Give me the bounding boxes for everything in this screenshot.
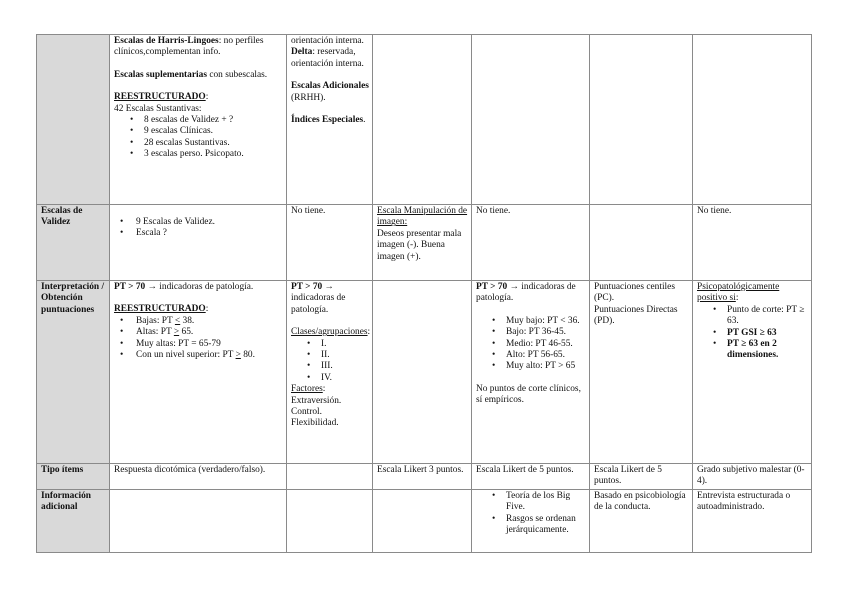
pt70-text: indicadoras de patología. bbox=[291, 293, 346, 315]
list-item-text: Muy altas: PT = 65-79 bbox=[136, 338, 221, 349]
bullet-icon: • bbox=[307, 372, 311, 383]
delta-heading: Delta bbox=[291, 47, 313, 58]
bullet-icon: • bbox=[492, 491, 496, 501]
cell-mmpi-scales bbox=[110, 35, 287, 205]
cutoff-note: No puntos de corte clínicos, sí empíricos. bbox=[476, 383, 581, 406]
image-manipulation-text: Deseos presentar mala imagen (-). Buena imagen (+). bbox=[377, 228, 462, 262]
cell-interp-16pf bbox=[287, 281, 373, 464]
cell-type-col6: Grado subjetivo malestar (0-4). bbox=[693, 464, 812, 490]
factors-heading: Factores bbox=[291, 384, 323, 395]
cell-type-col4: Escala Likert de 5 puntos. bbox=[472, 464, 590, 490]
rrhh-text: (RRHH). bbox=[291, 92, 326, 103]
bullet-icon: • bbox=[307, 338, 311, 349]
substantive-scales-list bbox=[114, 115, 283, 161]
bullet-icon: • bbox=[307, 361, 311, 372]
list-item bbox=[130, 115, 283, 126]
row-header-item-type: Tipo ítems bbox=[37, 464, 110, 490]
pt70-text: → indicadoras de patología. bbox=[476, 282, 576, 304]
special-indices-period: . bbox=[363, 115, 366, 126]
bullet-icon: • bbox=[492, 513, 496, 524]
factors-colon: : bbox=[322, 384, 326, 395]
bullet-icon: • bbox=[120, 217, 124, 227]
classes-list bbox=[291, 339, 369, 385]
list-item-text: I. bbox=[321, 338, 327, 349]
list-item-value: 80. bbox=[240, 350, 255, 361]
cell-validity-col3 bbox=[373, 205, 472, 281]
substantive-scales-label: 42 Escalas Sustantivas: bbox=[114, 103, 202, 114]
harris-lingoes-text: : no perfiles clínicos,complementan info. bbox=[114, 36, 264, 58]
list-item-text: Muy bajo: PT < 36. bbox=[506, 315, 580, 326]
list-item-text: Punto de corte: PT ≥ 63. bbox=[727, 304, 805, 327]
big-five-list bbox=[476, 491, 586, 537]
list-item bbox=[120, 327, 283, 338]
operator-text: > bbox=[235, 350, 241, 361]
classes-heading: Clases/agrupaciones bbox=[291, 327, 368, 338]
positive-if-heading: Psicopatológicamente positivo si bbox=[697, 282, 780, 304]
list-item-text: 9 Escalas de Validez. bbox=[136, 217, 215, 227]
list-item-text: Altas: PT bbox=[136, 327, 174, 338]
operator-text: < bbox=[174, 315, 181, 326]
bullet-icon: • bbox=[492, 361, 496, 372]
list-item bbox=[130, 126, 283, 137]
bullet-icon: • bbox=[492, 338, 496, 349]
cell-info-col4 bbox=[472, 490, 590, 553]
bullet-icon: • bbox=[130, 137, 134, 148]
cell-type-mmpi: Respuesta dicotómica (verdadero/falso). bbox=[110, 464, 287, 490]
list-item bbox=[713, 339, 808, 362]
classes-colon: : bbox=[367, 327, 371, 338]
list-item bbox=[120, 338, 283, 350]
cell-info-col5: Basado en psicobiología de la conducta. bbox=[590, 490, 693, 553]
table-row-interpretation bbox=[37, 281, 812, 464]
restructured-colon: : bbox=[205, 92, 209, 103]
positive-if-colon: : bbox=[735, 293, 739, 304]
list-item-text: Medio: PT 46-55. bbox=[506, 338, 573, 349]
bullet-icon: • bbox=[307, 350, 311, 361]
direct-scores-text: Puntuaciones Directas (PD). bbox=[594, 304, 678, 327]
list-item bbox=[713, 304, 808, 328]
list-item-text: PT GSI ≥ 63 bbox=[727, 327, 777, 338]
bullet-icon: • bbox=[120, 327, 124, 338]
list-item bbox=[120, 217, 283, 228]
list-item bbox=[492, 338, 586, 350]
list-item-text: 8 escalas de Validez + ? bbox=[144, 115, 234, 126]
bullet-icon: • bbox=[130, 149, 134, 160]
list-item-text: Escala ? bbox=[136, 228, 167, 239]
special-indices-heading: Índices Especiales bbox=[291, 115, 364, 126]
cell-validity-16pf: No tiene. bbox=[287, 205, 373, 281]
supplementary-heading: Escalas suplementarias bbox=[114, 69, 207, 80]
list-item bbox=[307, 361, 369, 372]
bullet-icon: • bbox=[130, 115, 134, 126]
list-item-text: 28 escalas Sustantivas. bbox=[144, 137, 230, 148]
pt70-text: → indicadoras de patología. bbox=[145, 282, 254, 292]
bullet-icon: • bbox=[492, 315, 496, 326]
list-item-text: III. bbox=[321, 361, 333, 372]
list-item bbox=[492, 513, 586, 537]
image-manipulation-heading: Escala Manipulación de imagen: bbox=[377, 206, 468, 228]
pt70-heading: PT > 70 bbox=[476, 282, 508, 292]
list-item bbox=[492, 327, 586, 338]
list-item bbox=[120, 315, 283, 327]
factor-text: Flexibilidad. bbox=[291, 418, 339, 429]
restructured-heading: REESTRUCTURADO bbox=[114, 92, 206, 103]
list-item-text: IV. bbox=[321, 372, 333, 383]
list-item bbox=[713, 327, 808, 339]
pt70-heading: PT > 70 bbox=[114, 282, 146, 292]
table-row-item-type bbox=[37, 464, 812, 490]
bullet-icon: • bbox=[713, 304, 717, 315]
list-item bbox=[130, 149, 283, 160]
centile-text: Puntuaciones centiles (PC). bbox=[594, 282, 675, 304]
cell-type-col5: Escala Likert de 5 puntos. bbox=[590, 464, 693, 490]
cell-empty bbox=[110, 490, 287, 553]
list-item bbox=[492, 491, 586, 514]
supplementary-text: con subescalas. bbox=[206, 69, 268, 80]
list-item bbox=[120, 228, 283, 239]
list-item-text: PT ≥ 63 en 2 dimensiones. bbox=[727, 339, 779, 361]
list-item bbox=[492, 350, 586, 361]
restructured-heading: REESTRUCTURADO bbox=[114, 304, 206, 315]
list-item-value: 65. bbox=[179, 327, 194, 338]
validity-list bbox=[114, 217, 283, 240]
delta-text: : reservada, orientación interna. bbox=[291, 47, 364, 69]
cell-validity-mmpi bbox=[110, 205, 287, 281]
cell-empty bbox=[373, 490, 472, 553]
cell-empty bbox=[287, 490, 373, 553]
cell-validity-col6: No tiene. bbox=[693, 205, 812, 281]
row-header-validity: Escalas de Validez bbox=[37, 205, 110, 281]
cell-interp-col4 bbox=[472, 281, 590, 464]
harris-lingoes-heading: Escalas de Harris-Lingoes bbox=[114, 36, 219, 46]
additional-scales-heading: Escalas Adicionales bbox=[291, 81, 369, 92]
cell-empty bbox=[287, 464, 373, 490]
list-item bbox=[492, 315, 586, 327]
cell-16pf-scales bbox=[287, 35, 373, 205]
list-item-text: 9 escalas Clínicas. bbox=[144, 126, 213, 137]
bullet-icon: • bbox=[492, 327, 496, 338]
table-row-additional-info bbox=[37, 490, 812, 553]
restructured-levels-list bbox=[114, 316, 283, 362]
restructured-colon: : bbox=[205, 304, 209, 315]
pt70-heading: PT > 70 → bbox=[291, 282, 334, 292]
cell-empty bbox=[472, 35, 590, 205]
orientation-text: orientación interna. bbox=[291, 36, 364, 46]
cell-interp-col5 bbox=[590, 281, 693, 464]
list-item-text: Con un nivel superior: PT bbox=[136, 350, 236, 361]
cell-interp-col6 bbox=[693, 281, 812, 464]
list-item-text: Rasgos se ordenan jerárquicamente. bbox=[506, 513, 576, 536]
cutoff-list bbox=[697, 305, 808, 362]
bullet-icon: • bbox=[713, 339, 717, 350]
list-item bbox=[492, 361, 586, 372]
cell-type-col3: Escala Likert 3 puntos. bbox=[373, 464, 472, 490]
list-item-text: Bajas: PT bbox=[136, 315, 175, 326]
cell-interp-mmpi bbox=[110, 281, 287, 464]
bullet-icon: • bbox=[120, 228, 124, 239]
row-header-additional-info: Información adicional bbox=[37, 490, 110, 553]
bullet-icon: • bbox=[120, 350, 124, 361]
cell-empty bbox=[373, 35, 472, 205]
list-item-text: Bajo: PT 36-45. bbox=[506, 327, 566, 338]
list-item-text: Teoría de los Big Five. bbox=[506, 491, 571, 513]
list-item bbox=[307, 372, 369, 384]
cell-empty bbox=[590, 35, 693, 205]
cell-empty bbox=[373, 281, 472, 464]
list-item-text: 3 escalas perso. Psicopato. bbox=[144, 149, 244, 160]
cell-empty bbox=[590, 205, 693, 281]
bullet-icon: • bbox=[120, 315, 124, 326]
bullet-icon: • bbox=[492, 350, 496, 361]
list-item-text: Alto: PT 56-65. bbox=[506, 350, 565, 361]
list-item bbox=[307, 350, 369, 361]
bullet-icon: • bbox=[130, 126, 134, 137]
comparison-table bbox=[36, 34, 812, 553]
operator-text: > bbox=[173, 327, 180, 338]
table-row-continuation bbox=[37, 35, 812, 205]
list-item bbox=[130, 137, 283, 149]
list-item-text: II. bbox=[321, 350, 330, 361]
cell-empty bbox=[693, 35, 812, 205]
bullet-icon: • bbox=[713, 327, 717, 338]
list-item bbox=[307, 338, 369, 350]
row-header-interpretation: Interpretación / Obtención puntuaciones bbox=[37, 281, 110, 464]
bullet-icon: • bbox=[120, 338, 124, 349]
row-header-empty bbox=[37, 35, 110, 205]
list-item-value: 38. bbox=[180, 315, 195, 326]
levels-list bbox=[476, 316, 586, 373]
cell-validity-col4: No tiene. bbox=[472, 205, 590, 281]
factor-text: Extraversión. bbox=[291, 395, 342, 406]
list-item bbox=[120, 350, 283, 361]
cell-info-col6: Entrevista estructurada o autoadministrado. bbox=[693, 490, 812, 553]
factor-text: Control. bbox=[291, 407, 322, 418]
list-item-text: Muy alto: PT > 65 bbox=[506, 361, 576, 372]
table-row-validity bbox=[37, 205, 812, 281]
